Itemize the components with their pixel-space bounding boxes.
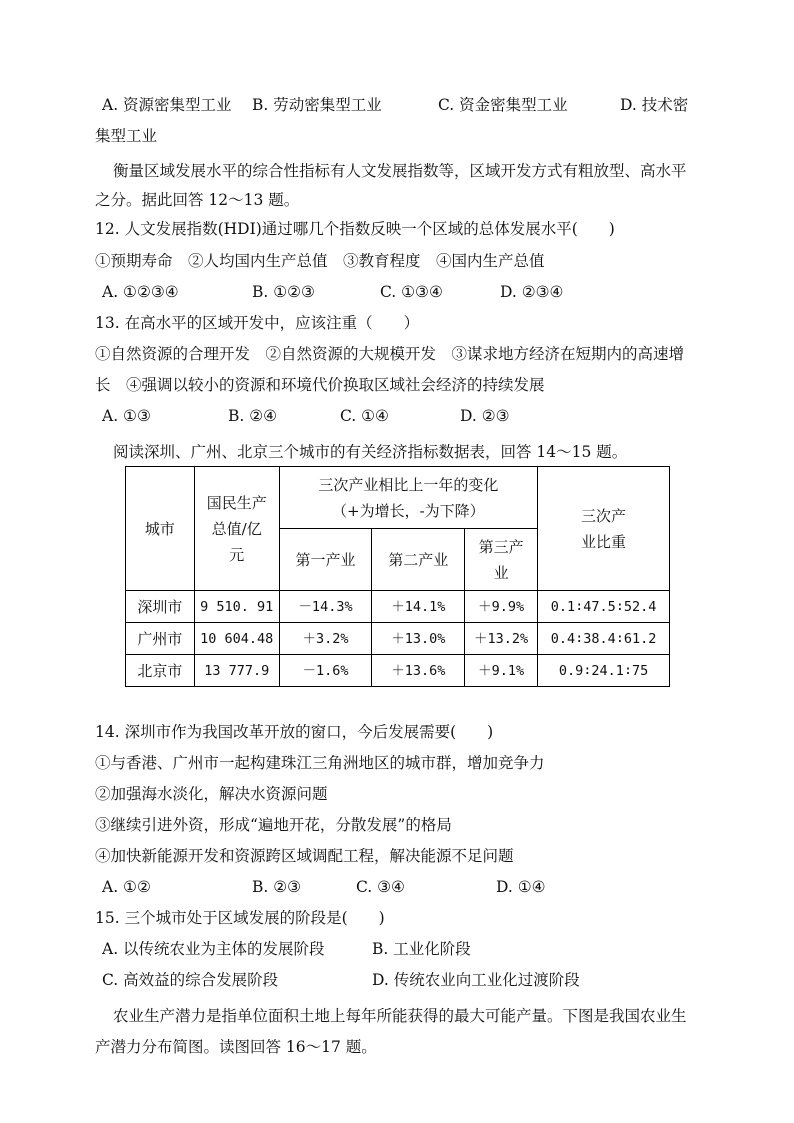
cell-primary: －14.3% <box>279 591 372 623</box>
header-ratio <box>538 467 670 591</box>
cell-gdp: 9 510. 91 <box>194 591 279 623</box>
q14-item2: ②加强海水淡化，解决水资源问题 <box>95 785 328 803</box>
q11-option-a[interactable]: A. 资源密集型工业 <box>102 96 232 114</box>
q13-items-line2: 长 ④强调以较小的资源和环境代价换取区域社会经济的持续发展 <box>95 376 545 394</box>
q15-options-row2 <box>102 969 702 991</box>
cell-secondary: ＋13.6% <box>372 655 465 687</box>
q11-option-d-continued: 集型工业 <box>95 127 158 145</box>
header-ratio-line2: 业比重 <box>581 532 627 551</box>
q13-option-c[interactable]: C. ①④ <box>340 407 389 425</box>
header-change-line1: 三次产业相比上一年的变化 <box>318 475 499 494</box>
header-city: 城市 <box>126 467 195 591</box>
q15-stem: 15. 三个城市处于区域发展的阶段是( ) <box>95 909 385 927</box>
q15-options-row1 <box>102 938 702 960</box>
header-change-line2: （+为增长，-为下降） <box>332 501 485 520</box>
cell-ratio: 0.4∶38.4∶61.2 <box>538 623 670 655</box>
q14-stem: 14. 深圳市作为我国改革开放的窗口，今后发展需要( ) <box>95 723 494 741</box>
intro-16-17-line2: 产潜力分布简图。读图回答 16～17 题。 <box>95 1038 377 1056</box>
q15-option-d[interactable]: D. 传统农业向工业化过渡阶段 <box>372 971 580 989</box>
q12-stem: 12. 人文发展指数(HDI)通过哪几个指数反映一个区域的总体发展水平( ) <box>95 220 615 238</box>
cell-gdp: 13 777.9 <box>194 655 279 687</box>
q15-option-b[interactable]: B. 工业化阶段 <box>372 940 471 958</box>
cell-secondary: ＋14.1% <box>372 591 465 623</box>
q14-option-b[interactable]: B. ②③ <box>252 878 302 896</box>
cell-tertiary: ＋9.9% <box>465 591 538 623</box>
cell-city: 北京市 <box>126 655 195 687</box>
q12-options <box>102 281 702 303</box>
header-gdp-line1: 国民生产 <box>206 493 267 512</box>
cell-ratio: 0.1∶47.5∶52.4 <box>538 591 670 623</box>
q11-option-b[interactable]: B. 劳动密集型工业 <box>252 96 382 114</box>
q13-options <box>102 405 702 427</box>
q13-items-line1: ①自然资源的合理开发 ②自然资源的大规模开发 ③谋求地方经济在短期内的高速增 <box>95 345 685 363</box>
q14-item4: ④加快新能源开发和资源跨区域调配工程，解决能源不足问题 <box>95 847 514 865</box>
q13-stem: 13. 在高水平的区域开发中，应该注重（ ） <box>95 314 420 332</box>
q11-option-d[interactable]: D. 技术密 <box>620 96 689 114</box>
q13-option-d[interactable]: D. ②③ <box>460 407 510 425</box>
q14-item1: ①与香港、广州市一起构建珠江三角洲地区的城市群，增加竞争力 <box>95 754 545 772</box>
header-tertiary-line2: 业 <box>493 563 509 582</box>
cell-primary: ＋3.2% <box>279 623 372 655</box>
q15-option-c[interactable]: C. 高效益的综合发展阶段 <box>102 971 279 989</box>
q14-options <box>102 876 702 898</box>
q15-option-a[interactable]: A. 以传统农业为主体的发展阶段 <box>102 940 325 958</box>
header-ratio-line1: 三次产 <box>581 506 627 525</box>
header-gdp <box>194 467 279 591</box>
q13-option-b[interactable]: B. ②④ <box>228 407 278 425</box>
q14-option-a[interactable]: A. ①② <box>102 878 151 896</box>
intro-12-13-line2: 之分。据此回答 12～13 题。 <box>95 191 300 209</box>
header-tertiary-line1: 第三产 <box>478 537 524 556</box>
table-row <box>126 623 670 655</box>
header-gdp-line3: 元 <box>229 545 245 564</box>
intro-14-15: 阅读深圳、广州、北京三个城市的有关经济指标数据表，回答 14～15 题。 <box>113 443 628 461</box>
q12-option-a[interactable]: A. ①②③④ <box>102 283 179 301</box>
cell-tertiary: ＋9.1% <box>465 655 538 687</box>
header-gdp-line2: 总值/亿 <box>211 519 262 538</box>
q14-item3: ③继续引进外资，形成“遍地开花，分散发展”的格局 <box>95 816 452 834</box>
table-row <box>126 591 670 623</box>
cell-city: 深圳市 <box>126 591 195 623</box>
q12-option-c[interactable]: C. ①③④ <box>380 283 443 301</box>
q14-option-c[interactable]: C. ③④ <box>356 878 405 896</box>
economic-indicator-table <box>125 466 670 687</box>
q12-option-d[interactable]: D. ②③④ <box>500 283 564 301</box>
table-row <box>126 655 670 687</box>
cell-gdp: 10 604.48 <box>194 623 279 655</box>
cell-tertiary: ＋13.2% <box>465 623 538 655</box>
intro-16-17-line1: 农业生产潜力是指单位面积土地上每年所能获得的最大可能产量。下图是我国农业生 <box>113 1007 687 1025</box>
cell-city: 广州市 <box>126 623 195 655</box>
q11-options <box>102 94 702 116</box>
q12-option-b[interactable]: B. ①②③ <box>252 283 315 301</box>
q13-option-a[interactable]: A. ①③ <box>102 407 151 425</box>
q14-option-d[interactable]: D. ①④ <box>496 878 546 896</box>
q11-option-c[interactable]: C. 资金密集型工业 <box>438 96 568 114</box>
intro-12-13-line1: 衡量区域发展水平的综合性指标有人文发展指数等，区域开发方式有粗放型、高水平 <box>113 162 687 180</box>
cell-secondary: ＋13.0% <box>372 623 465 655</box>
cell-ratio: 0.9∶24.1∶75 <box>538 655 670 687</box>
cell-primary: －1.6% <box>279 655 372 687</box>
header-primary: 第一产业 <box>279 529 372 591</box>
header-industry-change <box>279 467 537 529</box>
q12-items: ①预期寿命 ②人均国内生产总值 ③教育程度 ④国内生产总值 <box>95 252 545 270</box>
header-secondary: 第二产业 <box>372 529 465 591</box>
header-tertiary <box>465 529 538 591</box>
